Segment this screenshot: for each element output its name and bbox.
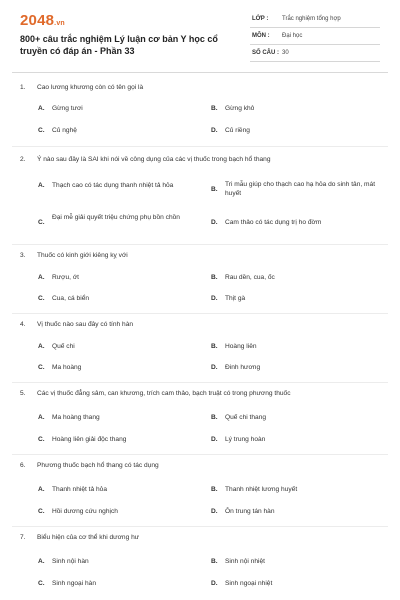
- meta-value: 30: [282, 50, 289, 56]
- option-text: Rau dền, cua, ốc: [225, 274, 275, 281]
- question-divider: [12, 382, 388, 383]
- option-letter: D.: [211, 436, 218, 443]
- option-letter: D.: [211, 508, 218, 515]
- question-text: [20, 252, 128, 259]
- meta-label: LỚP :: [252, 16, 269, 22]
- logo-suffix: .vn: [54, 20, 65, 27]
- option-letter: B.: [211, 343, 218, 350]
- option-letter: B.: [211, 105, 218, 112]
- option-text: Tri mẫu giúp cho thạch cao hạ hỏa do sinh tân, mát huyết: [225, 181, 376, 197]
- option-text: Lý trung hoàn: [225, 436, 266, 443]
- question-text: [20, 84, 143, 91]
- question-number: 2.: [20, 156, 26, 163]
- question-number: 6.: [20, 462, 26, 469]
- question-text: [20, 390, 291, 397]
- option-text: Sinh nội nhiệt: [225, 558, 265, 565]
- option-letter: B.: [211, 486, 218, 493]
- question-number: 5.: [20, 390, 26, 397]
- document-header: [0, 0, 400, 70]
- question-prompt: Cao lương khương còn có tên gọi là: [37, 84, 144, 91]
- option-letter: B.: [211, 274, 218, 281]
- option-text: Cua, cá biển: [52, 295, 90, 302]
- meta-value: Trắc nghiệm tổng hợp: [282, 16, 341, 22]
- option-text: Thanh nhiệt tả hỏa: [52, 486, 107, 493]
- option-text: Quế chi: [52, 343, 75, 350]
- question-divider: [12, 244, 388, 245]
- option-text: Thịt gà: [225, 295, 246, 302]
- option-letter: B.: [211, 558, 218, 565]
- option-text: Ôn trung tán hàn: [225, 508, 275, 515]
- question-divider: [12, 313, 388, 314]
- option-text: Hoàng liên: [225, 343, 257, 350]
- option-text: Thanh nhiệt lương huyết: [225, 486, 298, 493]
- option-text: Sinh ngoại hàn: [52, 580, 96, 587]
- option-letter: A.: [38, 105, 45, 112]
- question-number: 7.: [20, 534, 26, 541]
- question-prompt: Biểu hiện của cơ thể khi dương hư: [37, 534, 140, 541]
- option-letter: C.: [38, 295, 45, 302]
- option-text: Hoàng liên giải độc thang: [52, 436, 127, 443]
- meta-row-subject: [250, 29, 380, 45]
- meta-label: MÔN :: [252, 33, 270, 39]
- option-letter: C.: [38, 364, 45, 371]
- logo-main: 2048: [20, 12, 55, 29]
- option-text: Gừng tươi: [52, 105, 83, 112]
- option-letter: A.: [38, 182, 45, 189]
- question-number: 3.: [20, 252, 26, 259]
- option-text: Thạch cao có tác dụng thanh nhiệt tả hỏa: [52, 182, 174, 189]
- meta-panel: [250, 12, 380, 63]
- option-letter: D.: [211, 580, 218, 587]
- option-text: Quế chi thang: [225, 414, 267, 421]
- question-divider: [12, 526, 388, 527]
- question-text: [20, 156, 271, 163]
- option-text: Cam thảo có tác dụng trị ho đờm: [225, 219, 322, 226]
- option-text: Ma hoàng: [52, 364, 82, 371]
- option-letter: D.: [211, 219, 218, 226]
- question-divider: [12, 454, 388, 455]
- document-title: 800+ câu trắc nghiệm Lý luận cơ bản Y học cổ truyền có đáp án - Phần 33: [20, 34, 218, 56]
- question-text: [20, 321, 133, 328]
- option-letter: C.: [38, 436, 45, 443]
- question-prompt: Vị thuốc nào sau đây có tính hàn: [37, 321, 134, 328]
- option-letter: A.: [38, 486, 45, 493]
- question-divider: [12, 146, 388, 147]
- meta-value: Đại học: [282, 33, 303, 39]
- question-prompt: Các vị thuốc đẳng sâm, can khương, trích cam thảo, bạch truật có trong phương thuốc: [37, 390, 291, 397]
- option-letter: B.: [211, 186, 218, 193]
- header-divider: [12, 72, 388, 73]
- option-text: Sinh nội hàn: [52, 558, 89, 565]
- meta-row-count: [250, 46, 380, 62]
- option-letter: C.: [38, 508, 45, 515]
- option-text: Đinh hương: [225, 364, 261, 371]
- question-text: [20, 534, 139, 541]
- meta-row-class: [250, 12, 380, 28]
- question-prompt: Phương thuốc bạch hổ thang có tác dụng: [37, 462, 159, 469]
- question-prompt: Ý nào sau đây là SAI khi nói về công dụng của các vị thuốc trong bạch hổ thang: [37, 156, 271, 163]
- option-text: Hồi dương cứu nghịch: [52, 508, 118, 515]
- question-prompt: Thuốc có kinh giới kiêng kỵ với: [37, 252, 128, 259]
- option-letter: A.: [38, 343, 45, 350]
- question-number: 4.: [20, 321, 26, 328]
- option-text: Sinh ngoại nhiệt: [225, 580, 273, 587]
- option-letter: A.: [38, 274, 45, 281]
- option-text: Đại mễ giải quyết triệu chứng phụ bồn chồn: [52, 214, 180, 221]
- option-letter: A.: [38, 414, 45, 421]
- option-letter: A.: [38, 558, 45, 565]
- option-letter: C.: [38, 580, 45, 587]
- option-letter: D.: [211, 127, 218, 134]
- option-letter: C.: [38, 127, 45, 134]
- question-text: [20, 462, 159, 469]
- option-text: Ma hoàng thang: [52, 414, 100, 421]
- option-text: Gừng khô: [225, 105, 255, 112]
- option-letter: D.: [211, 364, 218, 371]
- question-number: 1.: [20, 84, 26, 91]
- meta-label: SỐ CÂU :: [252, 50, 279, 56]
- option-text: Củ riềng: [225, 127, 250, 134]
- option-text: Rượu, ớt: [52, 274, 79, 281]
- option-letter: B.: [211, 414, 218, 421]
- site-logo[interactable]: [20, 12, 65, 29]
- option-letter: C.: [38, 219, 45, 226]
- option-letter: D.: [211, 295, 218, 302]
- option-text: Củ nghệ: [52, 127, 77, 134]
